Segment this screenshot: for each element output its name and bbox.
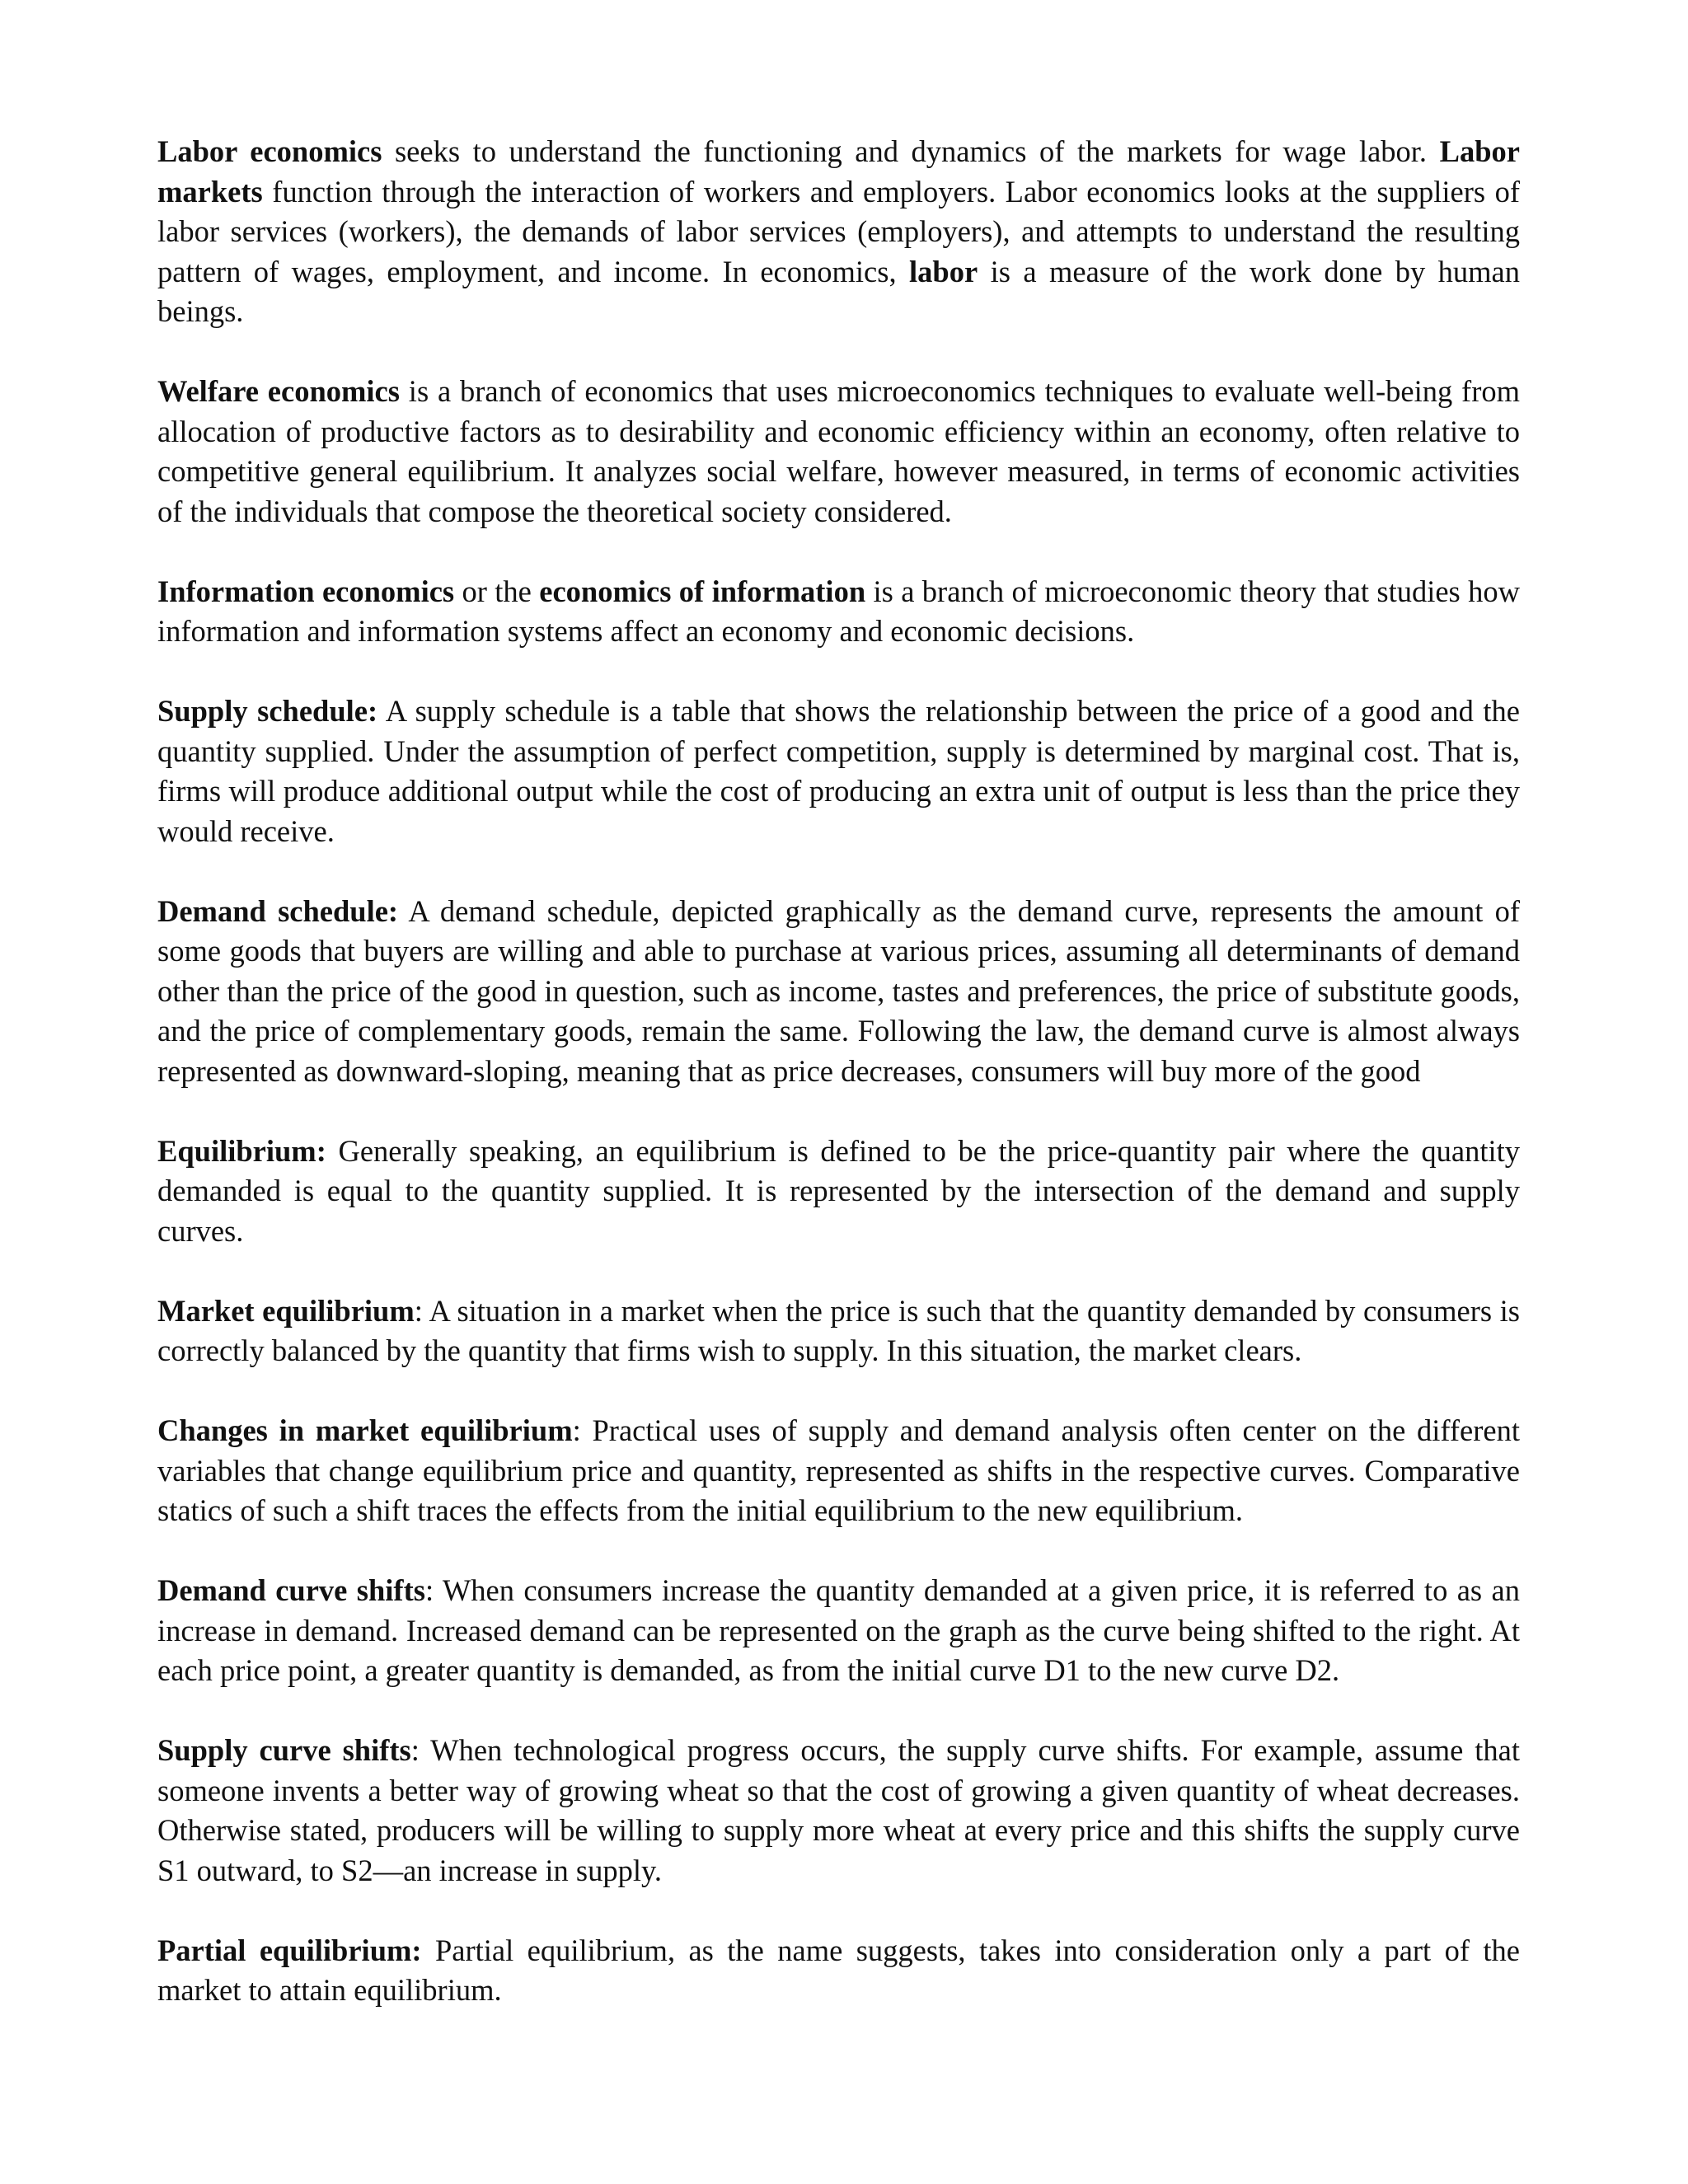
term-labor-economics: Labor economics — [157, 134, 382, 168]
paragraph-text: is a branch of microeconomic theory that studies how information and information systems affect an economy and economic decisions. — [157, 574, 1520, 648]
paragraph-demand-curve-shifts — [157, 1571, 1520, 1691]
paragraph-text: is a measure of the work done by human beings. — [157, 254, 1521, 328]
paragraph-changes-in-market-equilibrium — [157, 1411, 1520, 1531]
term-equilibrium: Equilibrium: — [157, 1133, 326, 1168]
paragraph-text: or the — [454, 574, 540, 608]
paragraph-text: Partial equilibrium, as the name suggests, takes into consideration only a part of the market to attain equilibrium. — [157, 1933, 1521, 2007]
term-supply-curve-shifts: Supply curve shifts — [157, 1733, 411, 1767]
paragraph-labor-economics — [157, 132, 1520, 332]
paragraph-text: A demand schedule, depicted graphically as the demand curve, represents the amount of some goods that buyers are willing and able to purchase at various prices, assuming all determinants of demand other than the price of the good in question, such as income, tastes and preferences, the price of substitute goods, and the price of complementary goods, remain the same. Following the law, the demand curve is almost always represented as downward-sloping, meaning that as price decreases, consumers will buy more of the good — [157, 893, 1520, 1088]
paragraph-supply-schedule — [157, 691, 1520, 851]
term-partial-equilibrium: Partial equilibrium: — [157, 1933, 422, 1967]
paragraph-text: Generally speaking, an equilibrium is defined to be the price-quantity pair where the quantity demanded is equal to the quantity supplied. It is represented by the intersection of the demand and supply curves. — [157, 1133, 1520, 1248]
paragraph-welfare-economics — [157, 372, 1520, 532]
paragraph-equilibrium — [157, 1132, 1520, 1252]
paragraph-partial-equilibrium — [157, 1931, 1520, 2011]
paragraph-text: : Practical uses of supply and demand analysis often center on the different variables that change equilibrium price and quantity, represented as shifts in the respective curves. Comparative statics of such a shift traces the effects from the initial equilibrium to the new equilibrium. — [157, 1413, 1520, 1527]
paragraph-text: is a branch of economics that uses microeconomics techniques to evaluate well-being from allocation of productive factors as to desirability and economic efficiency within an economy, often relative to competitive general equilibrium. It analyzes social welfare, however measured, in terms of economic activities of the individuals that compose the theoretical society considered. — [157, 374, 1521, 528]
term-labor: labor — [909, 254, 978, 288]
term-welfare-economics: Welfare economics — [157, 374, 400, 408]
document-page — [157, 132, 1520, 2050]
term-market-equilibrium: Market equilibrium — [157, 1293, 415, 1328]
term-economics-of-information: economics of information — [539, 574, 866, 608]
paragraph-text: seeks to understand the functioning and dynamics of the markets for wage labor. — [382, 134, 1440, 168]
paragraph-information-economics — [157, 572, 1520, 652]
term-information-economics: Information economics — [157, 574, 455, 608]
paragraph-text: function through the interaction of workers and employers. Labor economics looks at the suppliers of labor services (workers), the demands of labor services (employers), and attempts to understand the resulting pattern of wages, employment, and income. In economics, — [157, 174, 1520, 288]
paragraph-market-equilibrium — [157, 1291, 1520, 1371]
term-demand-schedule: Demand schedule: — [157, 893, 399, 928]
paragraph-demand-schedule — [157, 892, 1520, 1092]
term-supply-schedule: Supply schedule: — [157, 694, 378, 728]
paragraph-text: A supply schedule is a table that shows the relationship between the price of a good and the quantity supplied. Under the assumption of perfect competition, supply is determined by marginal cost. That is, firms will produce additional output while the cost of producing an extra unit of output is less than the price they would receive. — [157, 694, 1520, 848]
term-labor-markets: Labor markets — [157, 134, 1520, 209]
term-changes-in-market-equilibrium: Changes in market equilibrium — [157, 1413, 573, 1447]
paragraph-text: : A situation in a market when the price is such that the quantity demanded by consumers is correctly balanced by the quantity that firms wish to supply. In this situation, the market clears. — [157, 1293, 1521, 1367]
term-demand-curve-shifts: Demand curve shifts — [157, 1573, 425, 1607]
paragraph-text: : When consumers increase the quantity demanded at a given price, it is referred to as an increase in demand. Increased demand can be represented on the graph as the curve being shifted to the right. At each price point, a greater quantity is demanded, as from the initial curve D1 to the new curve D2. — [157, 1573, 1520, 1687]
paragraph-text: : When technological progress occurs, the supply curve shifts. For example, assume that someone invents a better way of growing wheat so that the cost of growing a given quantity of wheat decreases. Otherwise stated, producers will be willing to supply more wheat at every price and this shifts the supply curve S1 outward, to S2—an increase in supply. — [157, 1733, 1520, 1887]
paragraph-supply-curve-shifts — [157, 1731, 1520, 1891]
